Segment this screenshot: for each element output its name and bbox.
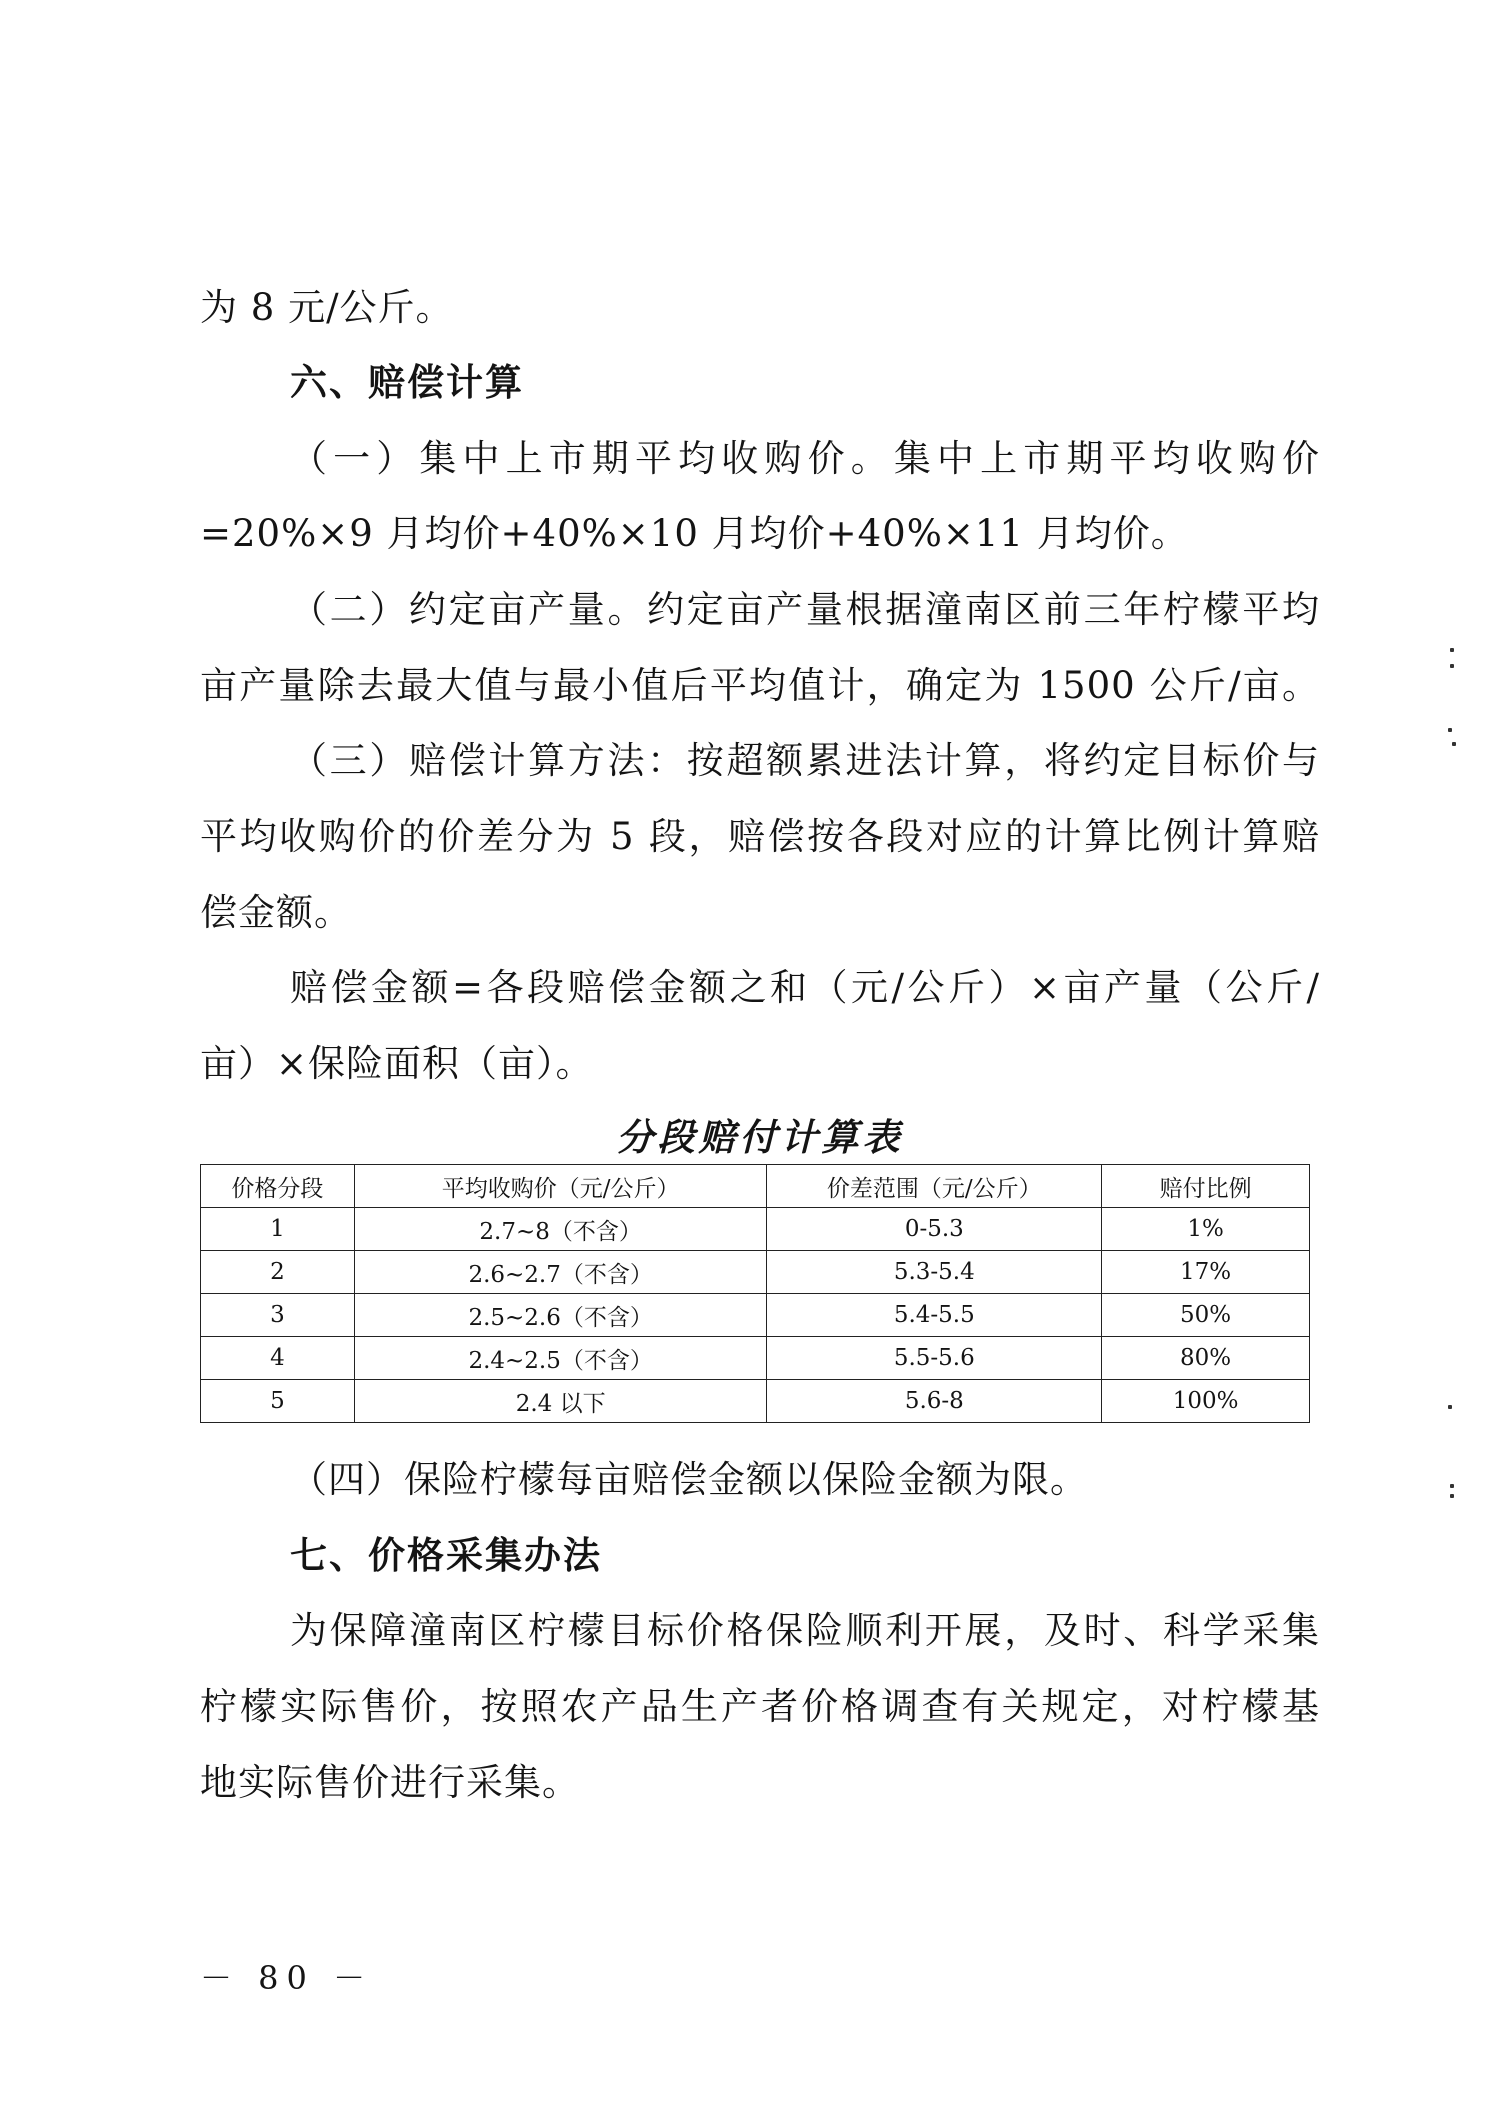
section-heading-seven: 七、价格采集办法 — [290, 1534, 602, 1577]
cell-segment: 5 — [201, 1380, 355, 1423]
cell-segment: 2 — [201, 1251, 355, 1294]
header-avg-price: 平均收购价（元/公斤） — [354, 1165, 767, 1208]
cell-segment: 4 — [201, 1337, 355, 1380]
cell-ratio: 1% — [1102, 1208, 1310, 1251]
header-price-diff: 价差范围（元/公斤） — [767, 1165, 1102, 1208]
table-row — [201, 1337, 1310, 1380]
table-header-row — [201, 1165, 1310, 1208]
cell-avg-price: 2.4~2.5（不含） — [354, 1337, 767, 1380]
text-line: 亩产量除去最大值与最小值后平均值计，确定为 1500 公斤/亩。 — [200, 664, 1320, 707]
scan-speck — [1452, 742, 1456, 746]
text-line: 赔偿金额=各段赔偿金额之和（元/公斤）×亩产量（公斤/ — [290, 966, 1320, 1009]
cell-price-diff: 5.6-8 — [767, 1380, 1102, 1423]
cell-segment: 3 — [201, 1294, 355, 1337]
cell-avg-price: 2.6~2.7（不含） — [354, 1251, 767, 1294]
text-line: 偿金额。 — [200, 891, 352, 934]
compensation-table — [200, 1164, 1310, 1423]
cell-ratio: 50% — [1102, 1294, 1310, 1337]
table-row — [201, 1294, 1310, 1337]
cell-segment: 1 — [201, 1208, 355, 1251]
scan-speck — [1450, 664, 1454, 668]
cell-ratio: 17% — [1102, 1251, 1310, 1294]
cell-price-diff: 5.3-5.4 — [767, 1251, 1102, 1294]
cell-ratio: 100% — [1102, 1380, 1310, 1423]
cell-avg-price: 2.7~8（不含） — [354, 1208, 767, 1251]
scan-speck — [1448, 1405, 1452, 1409]
header-segment: 价格分段 — [201, 1165, 355, 1208]
cell-price-diff: 5.5-5.6 — [767, 1337, 1102, 1380]
cell-price-diff: 5.4-5.5 — [767, 1294, 1102, 1337]
section-heading-six: 六、赔偿计算 — [290, 361, 524, 404]
text-line: 地实际售价进行采集。 — [200, 1761, 580, 1804]
cell-avg-price: 2.5~2.6（不含） — [354, 1294, 767, 1337]
cell-ratio: 80% — [1102, 1337, 1310, 1380]
table-row — [201, 1380, 1310, 1423]
table-row — [201, 1208, 1310, 1251]
page-number: － 80 － — [200, 1959, 374, 1997]
text-line: （二）约定亩产量。约定亩产量根据潼南区前三年柠檬平均 — [290, 588, 1320, 631]
text-line: 平均收购价的价差分为 5 段，赔偿按各段对应的计算比例计算赔 — [200, 815, 1320, 858]
text-line: （四）保险柠檬每亩赔偿金额以保险金额为限。 — [290, 1458, 1088, 1501]
text-line: 为 8 元/公斤。 — [200, 286, 454, 329]
text-line: （三）赔偿计算方法：按超额累进法计算，将约定目标价与 — [290, 739, 1320, 782]
scan-speck — [1450, 1484, 1454, 1488]
table-row — [201, 1251, 1310, 1294]
cell-avg-price: 2.4 以下 — [354, 1380, 767, 1423]
cell-price-diff: 0-5.3 — [767, 1208, 1102, 1251]
text-line: 为保障潼南区柠檬目标价格保险顺利开展，及时、科学采集 — [290, 1609, 1320, 1652]
scan-speck — [1448, 728, 1452, 732]
text-line: 亩）×保险面积（亩）。 — [200, 1042, 594, 1085]
text-line: 柠檬实际售价，按照农产品生产者价格调查有关规定，对柠檬基 — [200, 1685, 1320, 1728]
text-line: （一）集中上市期平均收购价。集中上市期平均收购价 — [290, 437, 1320, 480]
table-title: 分段赔付计算表 — [616, 1115, 904, 1159]
text-line: =20%×9 月均价+40%×10 月均价+40%×11 月均价。 — [200, 512, 1189, 555]
scan-speck — [1450, 648, 1454, 652]
header-ratio: 赔付比例 — [1102, 1165, 1310, 1208]
scan-speck — [1450, 1494, 1454, 1498]
